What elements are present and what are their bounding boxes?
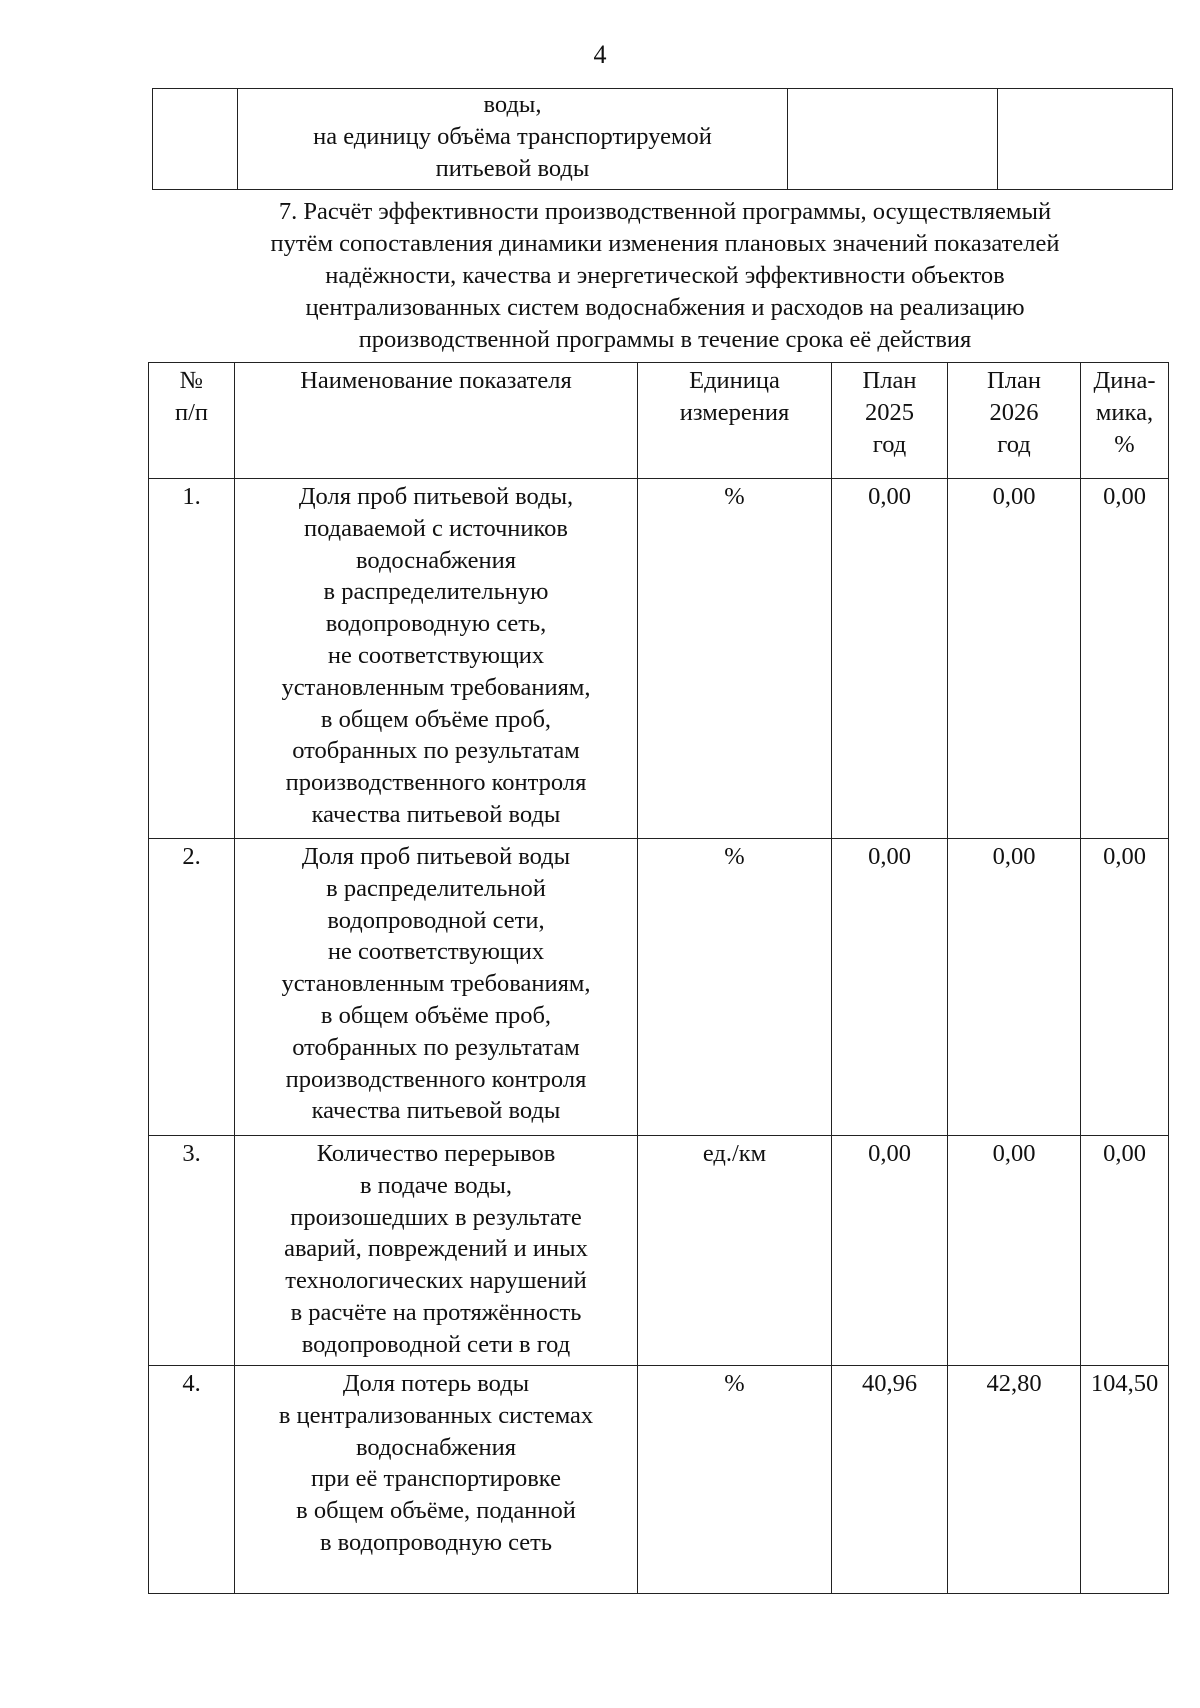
row-unit: % [638,1366,832,1594]
row-plan-2026: 42,80 [948,1366,1081,1594]
section-title: 7. Расчёт эффективности производственной программы, осуществляемый путём сопоставления динамики изменения плановых значений показателей надёжности, качества и энергетической эффективности объектов централизованных систем водоснабжения и расходов на реализацию производственной программы в течение срока её действия [270,198,1060,353]
fragment-value-cell [998,89,1173,190]
row-num: 2. [149,839,235,1136]
row-dynamics: 0,00 [1081,479,1169,839]
row-unit: % [638,839,832,1136]
table-row [149,839,1169,1136]
row-dynamics: 104,50 [1081,1366,1169,1594]
fragment-num-cell [153,89,238,190]
row-num: 3. [149,1136,235,1366]
row-plan-2025: 0,00 [832,479,948,839]
efficiency-table [148,362,1169,1594]
row-plan-2026: 0,00 [948,839,1081,1136]
fragment-value-cell [788,89,998,190]
row-name: Количество перерывов в подаче воды, произошедших в результате аварий, повреждений и иных технологических нарушений в расчёте на протяжённость водопроводной сети в год [235,1136,638,1366]
header-unit: Единица измерения [638,363,832,479]
page-number: 4 [593,40,607,69]
row-name: Доля потерь воды в централизованных системах водоснабжения при её транспортировке в общем объёме, поданной в водопроводную сеть [235,1366,638,1594]
row-name: Доля проб питьевой воды, подаваемой с источников водоснабжения в распределительную водопроводную сеть, не соответствующих установленным требованиям, в общем объёме проб, отобранных по результатам производственного контроля качества питьевой воды [235,479,638,839]
row-num: 1. [149,479,235,839]
table-row [149,479,1169,839]
row-num: 4. [149,1366,235,1594]
table-row [153,89,1173,190]
header-dynamics: Дина- мика, % [1081,363,1169,479]
continued-table-fragment [152,88,1173,190]
row-plan-2025: 0,00 [832,839,948,1136]
header-plan-2026: План 2026 год [948,363,1081,479]
table-row [149,1136,1169,1366]
table-row [149,1366,1169,1594]
row-name: Доля проб питьевой воды в распределительной водопроводной сети, не соответствующих установленным требованиям, в общем объёме проб, отобранных по результатам производственного контроля качества питьевой воды [235,839,638,1136]
fragment-name-cell: воды, на единицу объёма транспортируемой питьевой воды [238,89,788,190]
row-plan-2026: 0,00 [948,479,1081,839]
table-header-row [149,363,1169,479]
header-plan-2025: План 2025 год [832,363,948,479]
header-num: № п/п [149,363,235,479]
row-plan-2025: 40,96 [832,1366,948,1594]
row-dynamics: 0,00 [1081,1136,1169,1366]
header-name: Наименование показателя [235,363,638,479]
row-plan-2025: 0,00 [832,1136,948,1366]
row-unit: % [638,479,832,839]
row-plan-2026: 0,00 [948,1136,1081,1366]
row-dynamics: 0,00 [1081,839,1169,1136]
row-unit: ед./км [638,1136,832,1366]
